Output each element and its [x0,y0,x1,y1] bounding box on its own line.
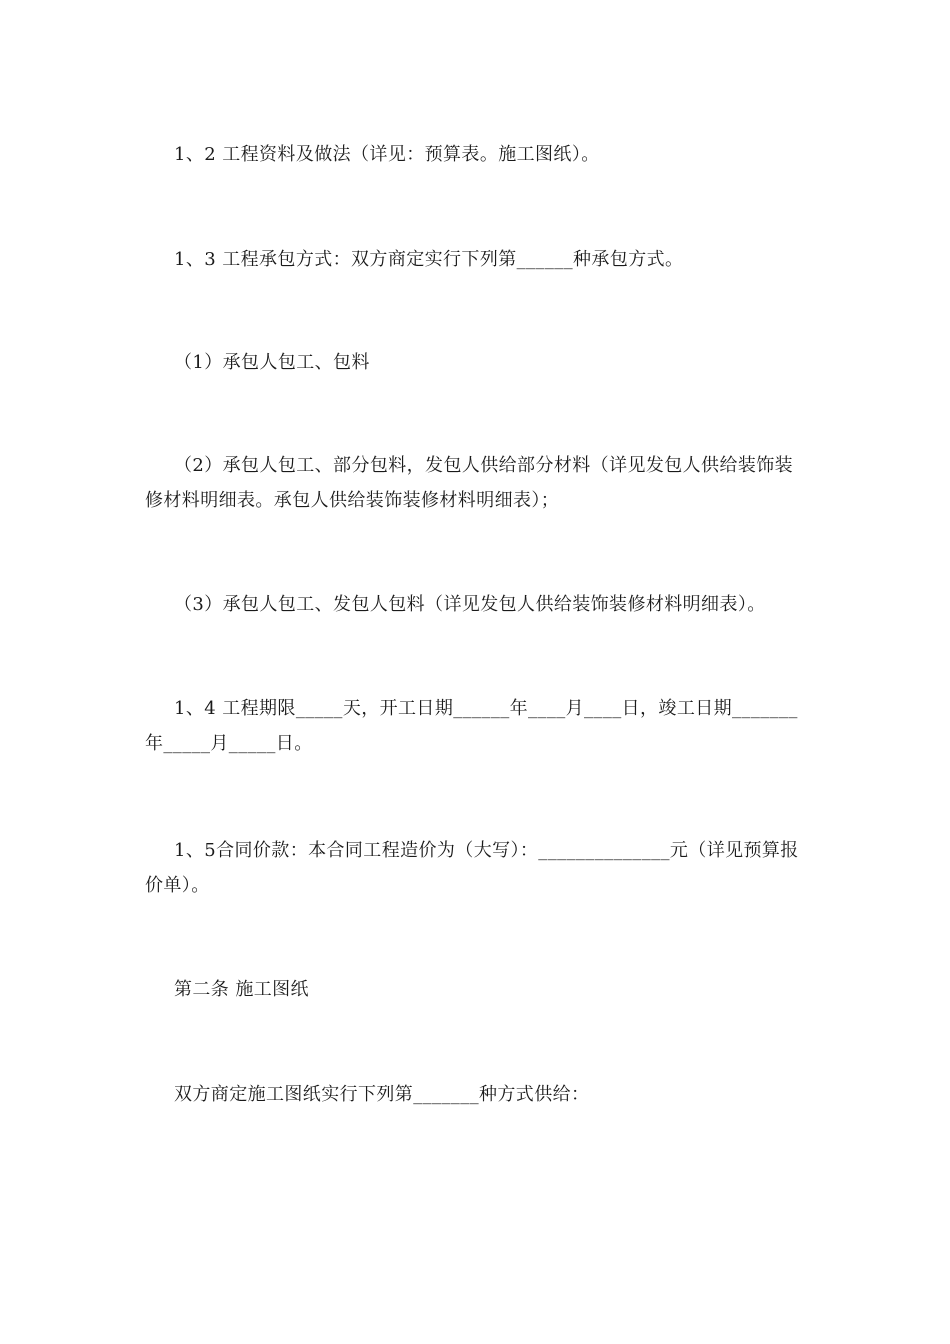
clause-1-3-contract-method: 1、3 工程承包方式：双方商定实行下列第______种承包方式。 [174,249,684,270]
option-2-partial-materials: （2）承包人包工、部分包料，发包人供给部分材料（详见发包人供给装饰装修材料明细表。承包人供给装饰装修材料明细表）； [145,455,794,511]
option-3-labor-only: （3）承包人包工、发包人包料（详见发包人供给装饰装修材料明细表）。 [174,594,766,615]
clause-1-5-contract-price: 1、5合同价款：本合同工程造价为（大写）：______________元（详见预算报价单）。 [145,840,799,896]
option-1-labor-and-materials: （1）承包人包工、包料 [174,352,370,373]
clause-1-4-schedule: 1、4 工程期限_____天，开工日期______年____月____日，竣工日期_______年_____月_____日。 [145,698,798,754]
article-2-heading: 第二条 施工图纸 [174,979,309,1000]
clause-1-2-materials: 1、2 工程资料及做法（详见：预算表。施工图纸）。 [174,144,600,165]
article-2-drawings-supply: 双方商定施工图纸实行下列第_______种方式供给： [174,1084,590,1105]
